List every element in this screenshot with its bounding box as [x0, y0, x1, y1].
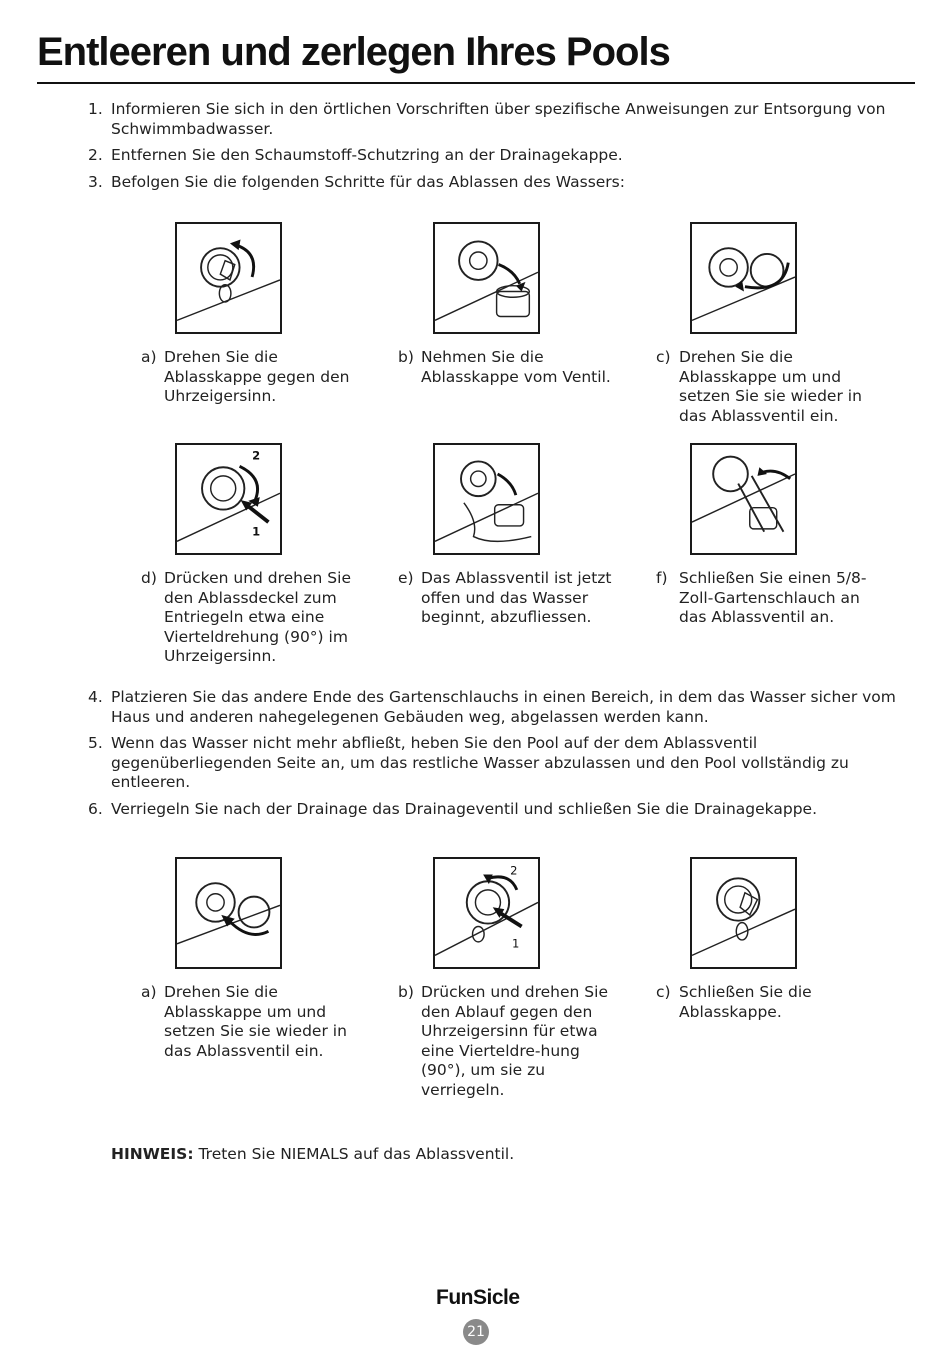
step-text: Platzieren Sie das andere Ende des Gartenschlauchs in einen Bereich, in dem das Wasser sicher vom Haus und anderen nahegelegenen Gebäuden weg, abgelassen werden kann. [111, 688, 896, 726]
garden-hose-icon [690, 443, 797, 555]
step-mark-1: 1 [252, 524, 261, 539]
caption-label: b) [398, 348, 414, 366]
step-mark-2: 2 [252, 448, 261, 463]
caption-label: e) [398, 569, 414, 587]
cap-reinsert-icon [175, 857, 282, 969]
caption-label: a) [141, 348, 157, 366]
note-text: Treten Sie NIEMALS auf das Ablassventil. [198, 1145, 515, 1163]
steps-top [88, 100, 918, 199]
caption-text: Schließen Sie einen 5/8-Zoll-Gartenschlauch an das Ablassventil an. [679, 569, 867, 626]
step-mark-2: 2 [510, 863, 518, 878]
note [111, 1145, 514, 1163]
close-caption-b [398, 983, 613, 1100]
caption-label: c) [656, 348, 671, 366]
page-title: Entleeren und zerlegen Ihres Pools [37, 30, 670, 74]
step-number: 1. [88, 100, 103, 118]
caption-text: Schließen Sie die Ablasskappe. [679, 983, 812, 1021]
brand-logo: FunSicle [436, 1286, 520, 1309]
caption-text: Drehen Sie die Ablasskappe um und setzen Sie sie wieder in das Ablassventil ein. [164, 983, 347, 1060]
caption-label: f) [656, 569, 668, 587]
caption-text: Das Ablassventil ist jetzt offen und das Wasser beginnt, abzufliessen. [421, 569, 612, 626]
page-number: 21 [463, 1319, 489, 1345]
drain-cap-reinsert-icon [690, 222, 797, 334]
step-number: 3. [88, 172, 103, 191]
caption-label: a) [141, 983, 157, 1001]
drain-caption-e [398, 569, 613, 628]
drain-caption-b [398, 348, 613, 387]
close-caption-a [141, 983, 356, 1061]
caption-text: Drücken und drehen Sie den Ablauf gegen den Uhrzeigersinn für etwa eine Vierteldre-hung (90°), um sie zu verriegeln. [421, 983, 608, 1099]
caption-label: d) [141, 569, 157, 587]
list-item [88, 734, 918, 793]
step-text: Befolgen Sie die folgenden Schritte für das Ablassen des Wassers: [111, 172, 625, 191]
water-flow-icon [433, 443, 540, 555]
caption-text: Drehen Sie die Ablasskappe gegen den Uhrzeigersinn. [164, 348, 350, 405]
drain-caption-d [141, 569, 356, 667]
step-number: 2. [88, 146, 103, 164]
caption-text: Nehmen Sie die Ablasskappe vom Ventil. [421, 348, 611, 386]
caption-label: c) [656, 983, 671, 1001]
steps-bottom [88, 688, 918, 826]
push-turn-unlock-icon [175, 443, 282, 555]
step-number: 5. [88, 734, 103, 752]
drain-cap-turn-icon [175, 222, 282, 334]
step-text: Verriegeln Sie nach der Drainage das Drainageventil und schließen Sie die Drainagekappe. [111, 799, 817, 818]
step-text: Entfernen Sie den Schaumstoff-Schutzring an der Drainagekappe. [111, 146, 623, 164]
cap-closed-icon [690, 857, 797, 969]
step-mark-1: 1 [512, 936, 520, 951]
drain-caption-a [141, 348, 356, 407]
drain-cap-remove-icon [433, 222, 540, 334]
step-text: Wenn das Wasser nicht mehr abfließt, heben Sie den Pool auf der dem Ablassventil gegenüberliegenden Seite an, um das restliche Wasser abzulassen und den Pool vollständig zu entleeren. [111, 734, 849, 791]
close-caption-c [656, 983, 871, 1022]
list-item [88, 688, 918, 727]
step-number: 6. [88, 799, 103, 818]
drain-caption-c [656, 348, 871, 426]
note-label: HINWEIS: [111, 1145, 194, 1163]
list-item [88, 800, 918, 820]
step-text: Informieren Sie sich in den örtlichen Vorschriften über spezifische Anweisungen zur Entsorgung von Schwimmbadwasser. [111, 100, 886, 138]
push-turn-lock-icon [433, 857, 540, 969]
caption-text: Drehen Sie die Ablasskappe um und setzen Sie sie wieder in das Ablassventil ein. [679, 348, 862, 425]
title-rule [37, 82, 915, 84]
list-item [88, 173, 918, 193]
step-number: 4. [88, 688, 103, 706]
caption-label: b) [398, 983, 414, 1001]
list-item [88, 146, 918, 166]
drain-caption-f [656, 569, 871, 628]
caption-text: Drücken und drehen Sie den Ablassdeckel zum Entriegeln etwa eine Vierteldrehung (90°) im Uhrzeigersinn. [164, 569, 351, 665]
list-item [88, 100, 918, 139]
